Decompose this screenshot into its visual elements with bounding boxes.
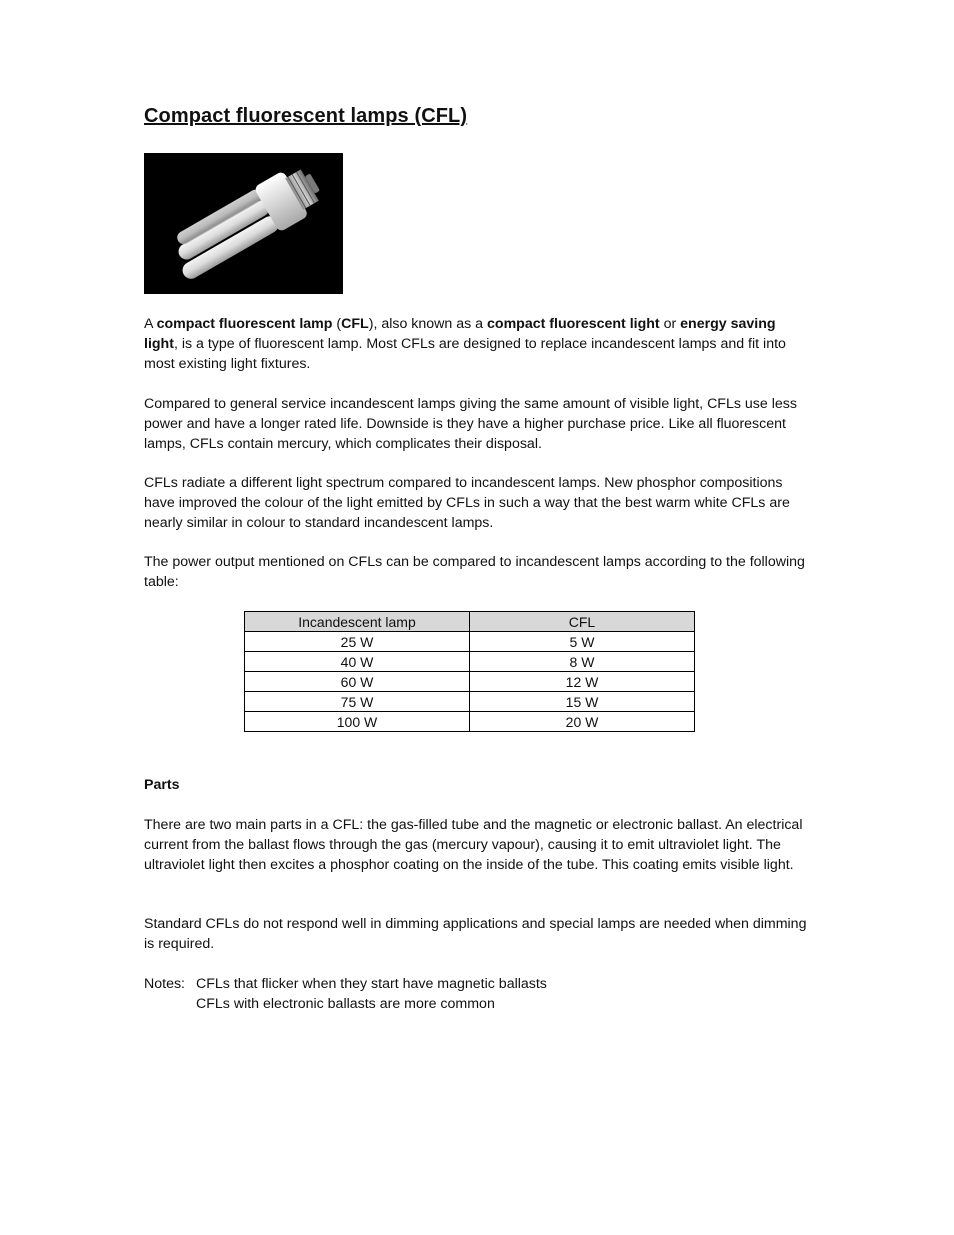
bold-term: CFL: [341, 316, 369, 332]
table-row: [245, 672, 695, 692]
cfl-lamp-photo-icon: [144, 153, 343, 294]
page-title: Compact fluorescent lamps (CFL): [144, 105, 468, 127]
parts-paragraph: There are two main parts in a CFL: the gas-filled tube and the magnetic or electronic ballast. An electrical current from the ballast flows through the gas (mercury vapour), causing it to emit ultraviolet light. The ultraviolet light then excites a phosphor coating on the inside of the tube. This coating emits visible light.: [144, 817, 803, 873]
dimming-paragraph: Standard CFLs do not respond well in dimming applications and special lamps are needed when dimming is required.: [144, 916, 807, 952]
note-line: CFLs that flicker when they start have magnetic ballasts: [196, 976, 547, 992]
text-run: ), also known as a: [368, 316, 488, 332]
note-line: CFLs with electronic ballasts are more common: [196, 996, 495, 1012]
table-row: [245, 712, 695, 732]
cell-incandescent: 60 W: [245, 672, 470, 692]
cell-cfl: 12 W: [470, 672, 695, 692]
spectrum-paragraph: CFLs radiate a different light spectrum compared to incandescent lamps. New phosphor compositions have improved the colour of the light emitted by CFLs in such a way that the best warm white CFLs are nearly similar in colour to standard incandescent lamps.: [144, 475, 790, 531]
cell-cfl: 5 W: [470, 632, 695, 652]
cell-cfl: 8 W: [470, 652, 695, 672]
cell-incandescent: 25 W: [245, 632, 470, 652]
text-run: , is a type of fluorescent lamp. Most CFLs are designed to replace incandescent lamps and fit into most existing light fixtures.: [144, 336, 786, 372]
cell-incandescent: 100 W: [245, 712, 470, 732]
cell-incandescent: 40 W: [245, 652, 470, 672]
comparison-paragraph: Compared to general service incandescent lamps giving the same amount of visible light, CFLs use less power and have a longer rated life. Downside is they have a higher purchase price. Like all fluorescent lamps, CFLs contain mercury, which complicates their disposal.: [144, 396, 797, 452]
text-run: or: [659, 316, 681, 332]
notes-label: Notes:: [144, 976, 186, 992]
bold-term: compact fluorescent lamp: [156, 316, 333, 332]
bold-term: energy saving light: [144, 316, 776, 352]
power-comparison-table: [244, 611, 695, 732]
parts-heading: Parts: [144, 777, 180, 793]
text-run: (: [332, 316, 342, 332]
header-cfl: CFL: [470, 612, 695, 632]
bold-term: compact fluorescent light: [487, 316, 660, 332]
cell-incandescent: 75 W: [245, 692, 470, 712]
header-incandescent: Incandescent lamp: [245, 612, 470, 632]
text-run: A: [144, 316, 157, 332]
table-header-row: [245, 612, 695, 632]
table-intro-paragraph: The power output mentioned on CFLs can be compared to incandescent lamps according to the following table:: [144, 554, 805, 590]
table-row: [245, 652, 695, 672]
cell-cfl: 20 W: [470, 712, 695, 732]
cell-cfl: 15 W: [470, 692, 695, 712]
intro-paragraph: [144, 314, 812, 374]
table-row: [245, 692, 695, 712]
table-row: [245, 632, 695, 652]
